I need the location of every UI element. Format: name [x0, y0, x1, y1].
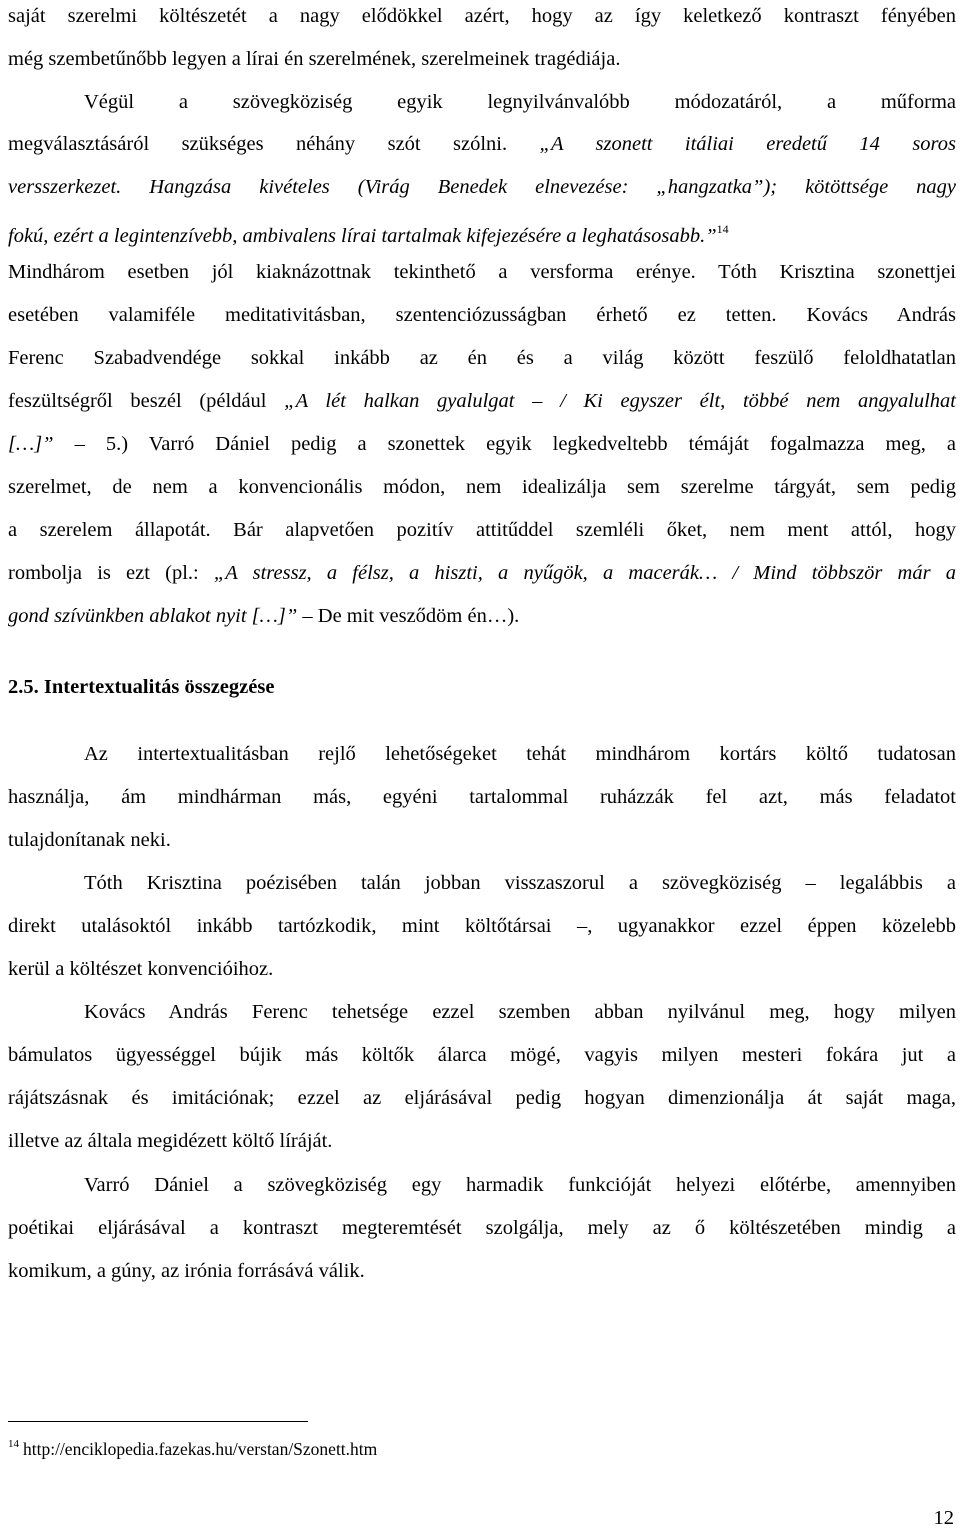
- quote-span: „A lét halkan gyalulgat – / Ki egyszer élt, többé nem angyalulhat: [284, 390, 956, 412]
- text-line: rájátszásnak és imitációnak; ezzel az eljárásával pedig hogyan dimenzionálja át saját maga,: [8, 1087, 956, 1109]
- text-line: Kovács András Ferenc tehetsége ezzel szemben abban nyilvánul meg, hogy milyen: [84, 1001, 956, 1023]
- page-number: 12: [933, 1507, 954, 1529]
- text-line: [8, 430, 956, 458]
- text-line: használja, ám mindhárman más, egyéni tartalommal ruházzák fel azt, más feladatot: [8, 786, 956, 808]
- footnote-reference[interactable]: 14: [716, 222, 729, 236]
- text-line: a szerelem állapotát. Bár alapvetően pozitív attitűddel szemléli őket, nem ment attól, hogy: [8, 519, 956, 541]
- footnote: [8, 1432, 377, 1461]
- text-line: [8, 559, 956, 587]
- footnote-number: 14: [8, 1438, 19, 1450]
- quote-span: „A stressz, a félsz, a hiszti, a nyűgök, a macerák… / Mind többször már a: [213, 562, 956, 584]
- text-line: tulajdonítanak neki.: [8, 829, 171, 851]
- text-line: szerelmet, de nem a konvencionális módon, nem idealizálja sem szerelme tárgyát, sem pedig: [8, 476, 956, 498]
- text-line: [8, 602, 956, 630]
- text-line: illetve az általa megidézett költő líráját.: [8, 1130, 333, 1152]
- text-line: saját szerelmi költészetét a nagy elődökkel azért, hogy az így keletkező kontraszt fényében: [8, 5, 956, 27]
- text-line: [8, 387, 956, 415]
- footnote-link[interactable]: http://enciklopedia.fazekas.hu/verstan/Szonett.htm: [23, 1439, 378, 1459]
- text-span: rombolja is ezt (pl.:: [8, 562, 214, 584]
- text-line: kerül a költészet konvencióihoz.: [8, 958, 274, 980]
- text-line: esetében valamiféle meditativitásban, szentenciózusságban érhető ez tetten. Kovács András: [8, 304, 956, 326]
- text-line: Varró Dániel a szövegköziség egy harmadik funkcióját helyezi előtérbe, amennyiben: [84, 1174, 956, 1196]
- text-line: komikum, a gúny, az irónia forrásává válik.: [8, 1260, 365, 1282]
- text-line: Ferenc Szabadvendége sokkal inkább az én és a világ között feszülő feloldhatatlan: [8, 347, 956, 369]
- text-line: direkt utalásoktól inkább tartózkodik, mint költőtársai –, ugyanakkor ezzel éppen közelebb: [8, 915, 956, 937]
- text-line: Mindhárom esetben jól kiaknázottnak tekinthető a versforma erénye. Tóth Krisztina szonettjei: [8, 261, 956, 283]
- text-line: Végül a szövegköziség egyik legnyilvánvalóbb módozatáról, a műforma: [84, 91, 956, 113]
- text-line: bámulatos ügyességgel bújik más költők álarca mögé, vagyis milyen mesteri fokára jut a: [8, 1044, 956, 1066]
- text-line: Tóth Krisztina poézisében talán jobban visszaszorul a szövegköziség – legalábbis a: [84, 872, 956, 894]
- text-line: Az intertextualitásban rejlő lehetőségeket tehát mindhárom kortárs költő tudatosan: [84, 743, 956, 765]
- text-line: [8, 173, 956, 201]
- quote-span: gond szívünkben ablakot nyit […]”: [8, 605, 298, 627]
- footnote-separator: [8, 1421, 308, 1422]
- text-line: még szembetűnőbb legyen a lírai én szerelmének, szerelmeinek tragédiája.: [8, 48, 621, 70]
- text-line: [8, 130, 956, 158]
- quote-span: fokú, ezért a legintenzívebb, ambivalens lírai tartalmak kifejezésére a leghatásosabb.”: [8, 225, 717, 247]
- quote-span: […]”: [8, 433, 54, 455]
- text-line: poétikai eljárásával a kontraszt megteremtését szolgálja, mely az ő költészetében mindig a: [8, 1217, 956, 1239]
- text-line: [8, 215, 956, 250]
- section-heading: 2.5. Intertextualitás összegzése: [8, 676, 275, 698]
- text-span: feszültségről beszél (például: [8, 390, 285, 412]
- quote-span: „A szonett itáliai eredetű 14 soros: [539, 133, 956, 155]
- text-span: – De mit vesződöm én…).: [297, 605, 520, 627]
- text-span: megválasztásáról szükséges néhány szót szólni.: [8, 133, 540, 155]
- quote-span: versszerkezet. Hangzása kivételes (Virág Benedek elnevezése: „hangzatka”); kötöttsége nagy: [8, 176, 956, 198]
- text-span: – 5.) Varró Dániel pedig a szonettek egyik legkedveltebb témáját fogalmazza meg, a: [53, 433, 956, 455]
